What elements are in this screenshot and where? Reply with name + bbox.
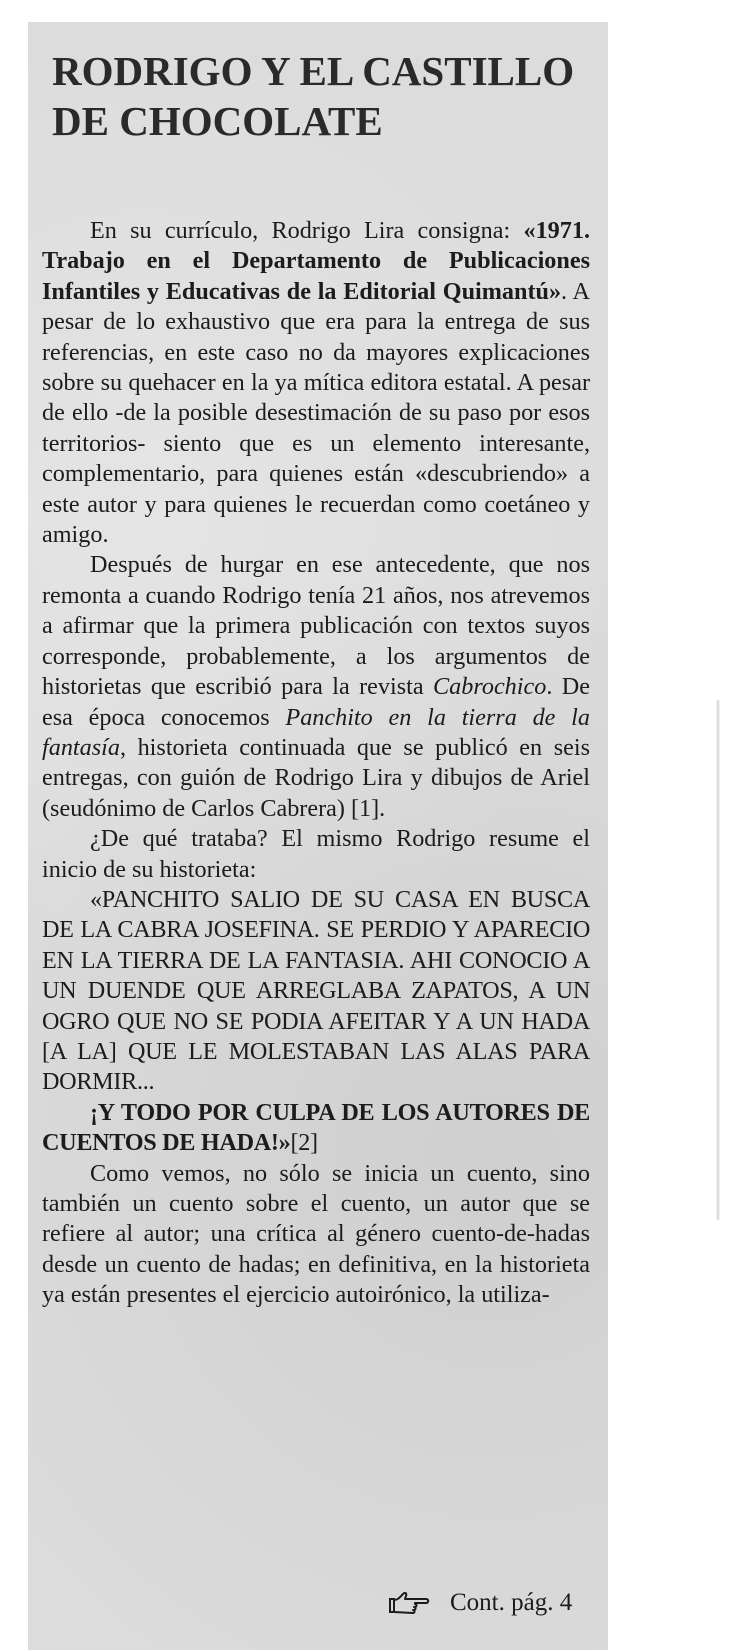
- continuation-text: Cont. pág. 4: [450, 1589, 573, 1616]
- p2-text-3: , historieta continuada que se publicó en seis entregas, con guión de Rodrigo Lira y dibujos de Ariel (seudónimo de Carlos Cabrera) [1].: [42, 733, 590, 822]
- paragraph-1: [42, 216, 590, 550]
- p1-text-1: En su currículo, Rodrigo Lira consigna:: [90, 217, 524, 244]
- paragraph-5-quote: [42, 1098, 590, 1159]
- pointing-hand-icon: [388, 1591, 432, 1615]
- continuation-note: [388, 1586, 598, 1620]
- paragraph-4-quote: «PANCHITO SALIO DE SU CASA EN BUSCA DE LA CABRA JOSEFINA. SE PERDIO Y APARECIO EN LA TIERRA DE LA FANTASIA. AHI CONOCIO A UN DUENDE QUE ARREGLABA ZAPATOS, A UN OGRO QUE NO SE PODIA AFEITAR Y A UN HADA [A LA] QUE LE MOLESTABAN LAS ALAS PARA DORMIR...: [42, 885, 590, 1096]
- paragraph-6: Como vemos, no sólo se inicia un cuento, sino también un cuento sobre el cuento, un autor que se refiere al autor; una crítica al género cuento-de-hadas desde un cuento de hadas; en definitiva, en la historieta ya están presentes el ejercicio autoirónico, la utiliza-: [42, 1159, 590, 1309]
- p2-magazine-title: Cabrochico: [433, 673, 547, 701]
- p2-text-2: . De esa época conocemos: [42, 673, 591, 731]
- p2-text-1: Después de hurgar en ese antecedente, que nos remonta a cuando Rodrigo tenía 21 años, nos atrevemos a afirmar que la primera publicación con textos suyos corresponde, probablemente, a los argumentos de historietas que escribió para la revista: [42, 551, 590, 701]
- p5-footnote-ref: [2]: [290, 1129, 318, 1157]
- p1-text-2: . A pesar de lo exhaustivo que era para la entrega de sus referencias, en este caso no da mayores explicaciones sobre su quehacer en la ya mítica editora estatal. A pesar de ello -de la posible desestimación de su paso por esos territorios- siento que es un elemento interesante, complementario, para quienes están «descubriendo» a este autor y para quienes le recuerdan como coetáneo y amigo.: [42, 277, 590, 549]
- p1-bold-quote: «1971. Trabajo en el Departamento de Publicaciones Infantiles y Educativas de la Editorial Quimantú»: [42, 217, 590, 305]
- p2-comic-title: Panchito en la tierra de la fantasía: [42, 703, 590, 761]
- paragraph-3: ¿De qué trataba? El mismo Rodrigo resume el inicio de su historieta:: [42, 825, 590, 883]
- article-body: [42, 216, 590, 1311]
- page-shadow: [716, 700, 720, 1220]
- p5-bold-exclamation: ¡Y TODO POR CULPA DE LOS AUTORES DE CUENTOS DE HADA!»: [42, 1098, 590, 1157]
- article-title: RODRIGO Y EL CASTILLO DE CHOCOLATE: [52, 48, 575, 144]
- paragraph-2: [42, 550, 590, 824]
